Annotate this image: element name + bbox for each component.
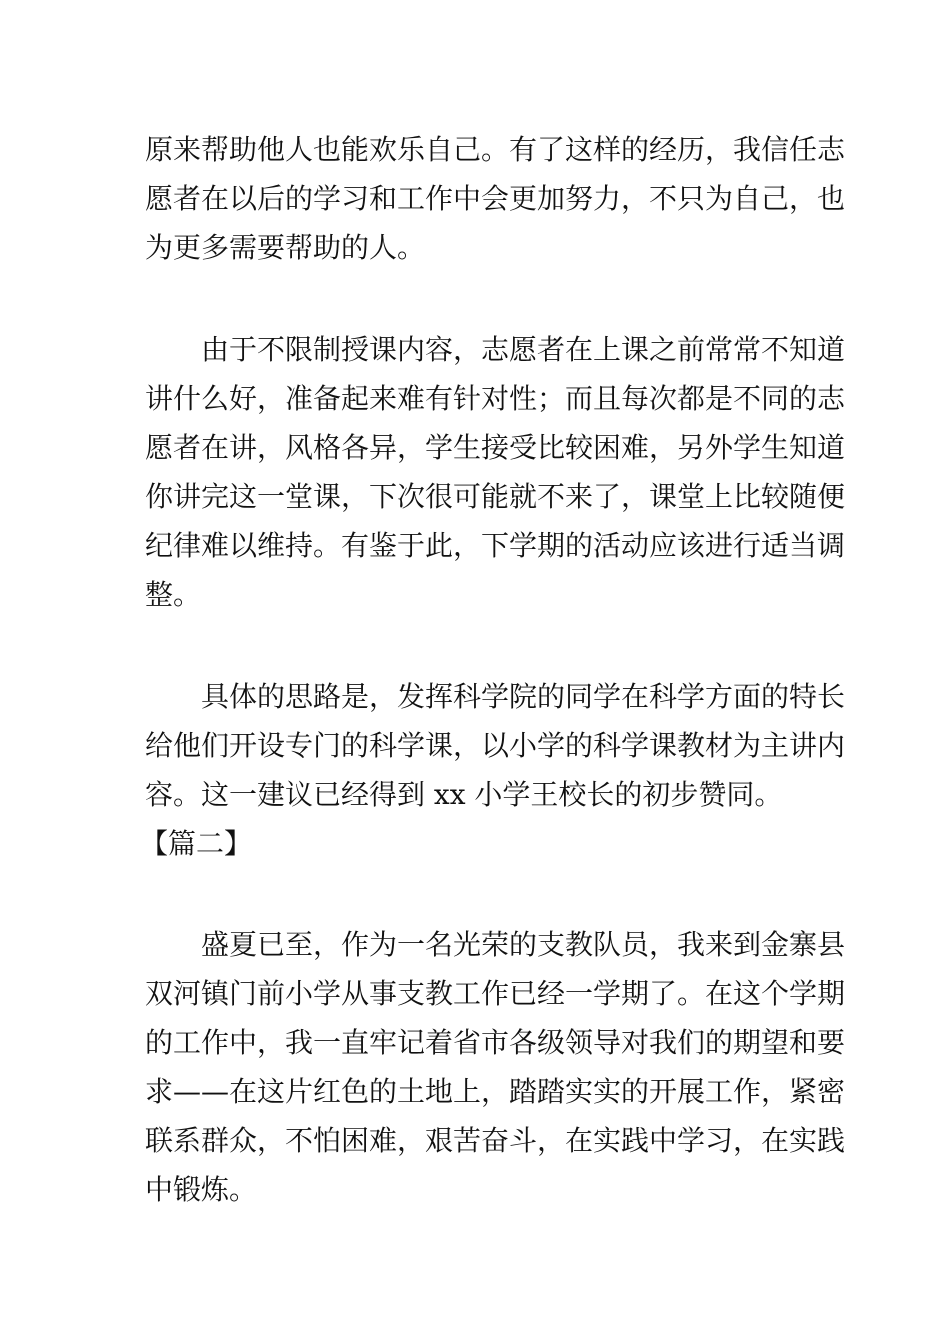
paragraph-line: 整。 (145, 578, 202, 611)
paragraph-line: 联系群众，不怕困难，艰苦奋斗，在实践中学习，在实践 (145, 1124, 846, 1157)
paragraph-line: 的工作中，我一直牢记着省市各级领导对我们的期望和要 (145, 1026, 846, 1059)
paragraph-line: 盛夏已至，作为一名光荣的支教队员，我来到金寨县 (201, 928, 846, 961)
paragraph-line: 纪律难以维持。有鉴于此，下学期的活动应该进行适当调 (145, 529, 846, 562)
paragraph-line: 双河镇门前小学从事支教工作已经一学期了。在这个学期 (145, 977, 846, 1010)
paragraph-1 (145, 125, 846, 272)
paragraph-line: 你讲完这一堂课，下次很可能就不来了，课堂上比较随便 (145, 480, 846, 513)
paragraph-line: 原来帮助他人也能欢乐自己。有了这样的经历，我信任志 (145, 133, 846, 166)
paragraph-line: 容。这一建议已经得到 xx 小学王校长的初步赞同。 (145, 778, 783, 811)
paragraph-line: 愿者在以后的学习和工作中会更加努力，不只为自己，也 (145, 182, 846, 215)
paragraph-2 (145, 325, 846, 619)
paragraph-line: 为更多需要帮助的人。 (145, 231, 426, 264)
paragraph-line: 中锻炼。 (145, 1173, 258, 1206)
paragraph-line: 讲什么好，准备起来难有针对性；而且每次都是不同的志 (145, 382, 846, 415)
paragraph-line: 愿者在讲，风格各异，学生接受比较困难，另外学生知道 (145, 431, 846, 464)
paragraph-line: 求——在这片红色的土地上，踏踏实实的开展工作，紧密 (145, 1075, 846, 1108)
paragraph-line: 由于不限制授课内容，志愿者在上课之前常常不知道 (201, 333, 846, 366)
paragraph-line: 具体的思路是，发挥科学院的同学在科学方面的特长 (201, 680, 846, 713)
paragraph-3 (145, 672, 846, 819)
paragraph-4 (145, 920, 846, 1214)
section-heading-text: 【篇二】 (140, 827, 253, 860)
paragraph-line: 给他们开设专门的科学课，以小学的科学课教材为主讲内 (145, 729, 846, 762)
section-heading (140, 819, 805, 868)
